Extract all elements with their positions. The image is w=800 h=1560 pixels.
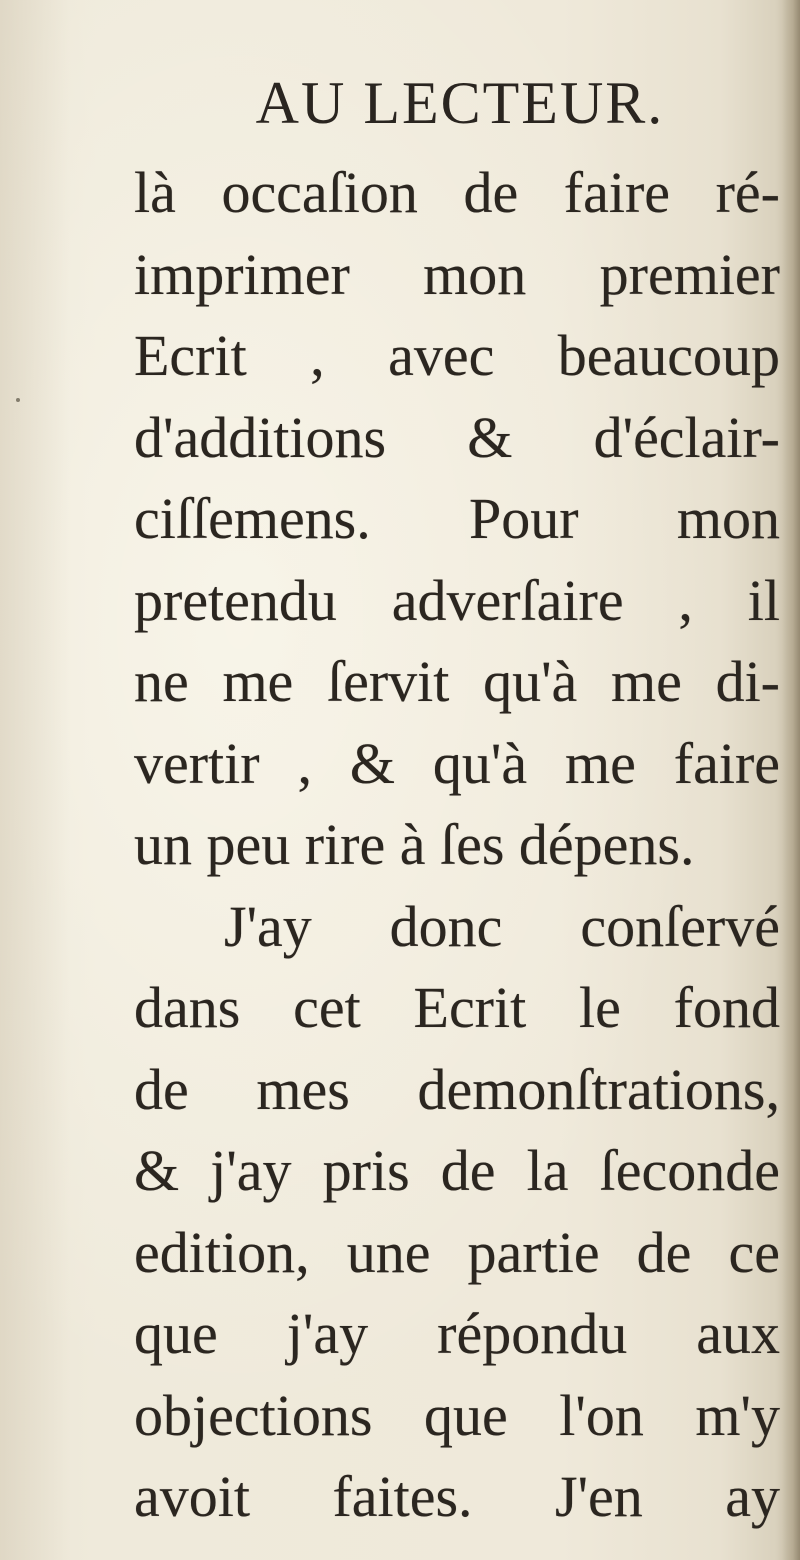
running-header: AU LECTEUR. <box>255 70 665 136</box>
text-line: dans cet Ecrit le fond <box>134 975 780 1040</box>
text-line: & j'ay pris de la ſeconde <box>134 1138 780 1203</box>
text-line: que j'ay répondu aux <box>134 1301 780 1366</box>
text-line: pretendu adverſaire , il <box>134 567 780 633</box>
text-line: objections que l'on m'y <box>134 1382 780 1448</box>
page-gutter-shadow <box>782 0 800 1560</box>
text-line: ciſſemens. Pour mon <box>134 486 780 551</box>
text-line: imprimer mon premier <box>134 241 780 307</box>
ink-speck <box>16 398 20 402</box>
text-line: de mes demonſtrations, <box>134 1056 780 1122</box>
text-line: là occaſion de faire ré- <box>134 160 780 225</box>
text-line: d'additions & d'éclair- <box>134 404 780 470</box>
text-line: J'ay donc conſervé <box>224 893 780 959</box>
text-line: Ecrit , avec beaucoup <box>134 323 780 388</box>
text-line: edition, une partie de ce <box>134 1219 780 1285</box>
text-line: vertir , & qu'à me faire <box>134 730 780 796</box>
text-line: avoit faites. J'en ay <box>134 1464 780 1529</box>
body-text <box>134 152 780 1538</box>
text-line: ne me ſervit qu'à me di- <box>134 649 780 714</box>
text-line: un peu rire à ſes dépens. <box>134 812 695 877</box>
